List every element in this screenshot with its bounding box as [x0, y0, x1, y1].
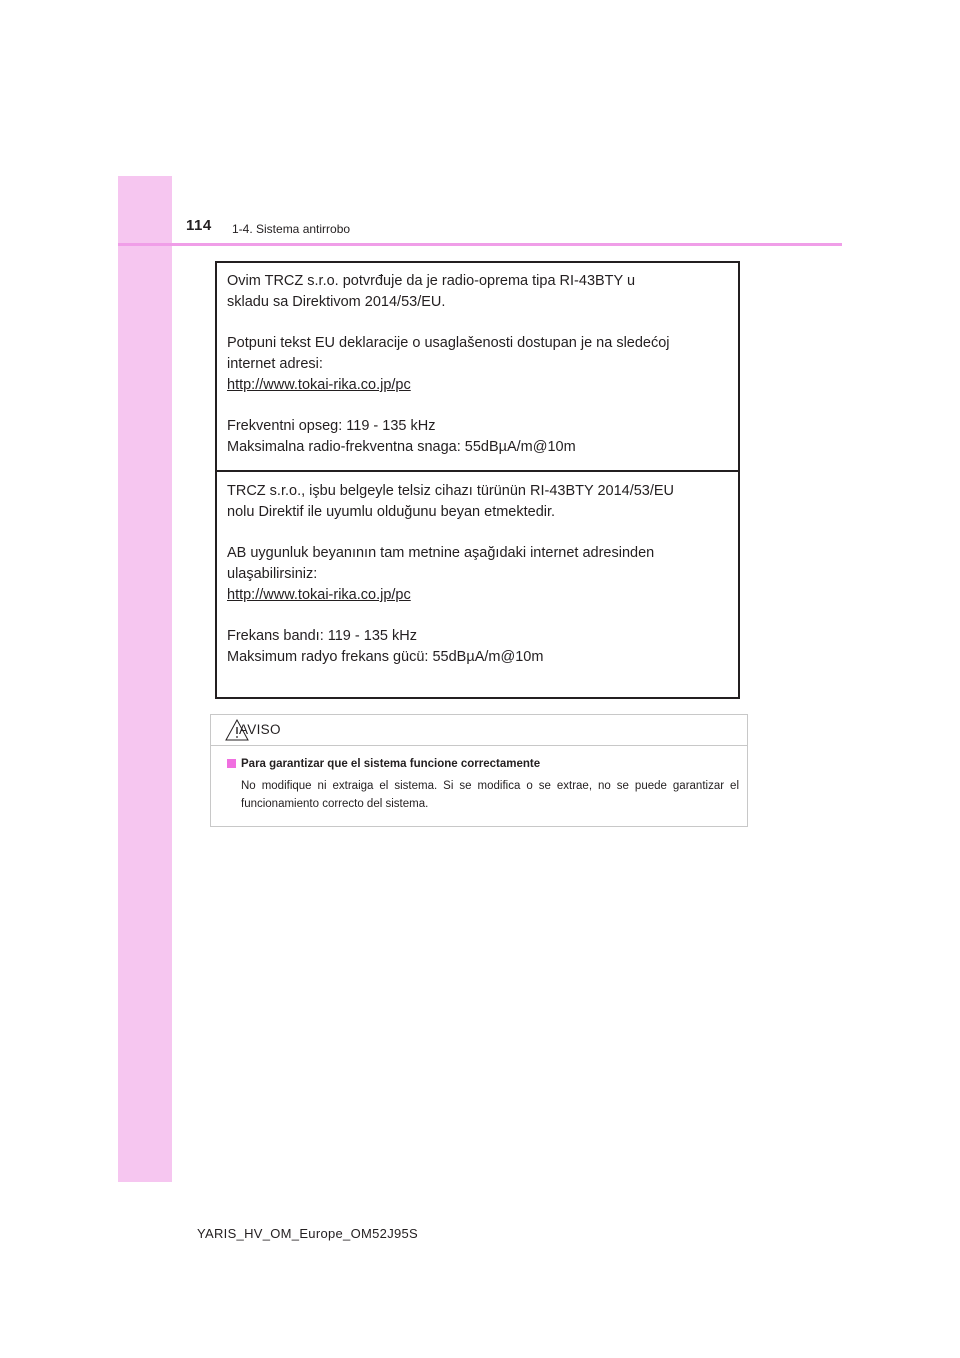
statement-line-2: skladu sa Direktivom 2014/53/EU. [227, 294, 446, 310]
statement [227, 481, 738, 523]
page-number: 114 [186, 217, 212, 234]
declaration-box [215, 261, 740, 699]
warning-item-title-text: Para garantizar que el sistema funcione correctamente [241, 758, 541, 770]
declaration-link[interactable]: http://www.tokai-rika.co.jp/pc [227, 377, 411, 393]
fulltext-line-2: ulaşabilirsiniz: [227, 566, 318, 582]
fulltext-line-1: Potpuni tekst EU deklaracije o usaglašenosti dostupan je na sledećoj [227, 335, 670, 351]
frequency-range: Frekans bandı: 119 - 135 kHz [227, 628, 417, 644]
statement-line-2: nolu Direktif ile uyumlu olduğunu beyan etmektedir. [227, 504, 556, 520]
warning-item-body: No modifique ni extraiga el sistema. Si se modifica o se extrae, no se puede garantizar el funcionamiento correcto del sistema. [241, 780, 739, 810]
fulltext-notice [227, 543, 738, 606]
warning-box [210, 714, 748, 827]
radio-specs [227, 626, 738, 668]
warning-title: AVISO [239, 722, 281, 737]
max-power: Maksimalna radio-frekventna snaga: 55dBµA/m@10m [227, 439, 576, 455]
declaration-croatian-serbian [217, 263, 738, 472]
footer-code: YARIS_HV_OM_Europe_OM52J95S [197, 1226, 419, 1241]
statement [227, 271, 738, 313]
radio-specs [227, 416, 738, 458]
fulltext-line-1: AB uygunluk beyanının tam metnine aşağıdaki internet adresinden [227, 545, 655, 561]
fulltext-notice [227, 333, 738, 396]
max-power: Maksimum radyo frekans gücü: 55dBµA/m@10m [227, 649, 544, 665]
header-rule [118, 243, 842, 246]
fulltext-line-2: internet adresi: [227, 356, 323, 372]
statement-line-1: Ovim TRCZ s.r.o. potvrđuje da je radio-oprema tipa RI-43BTY u [227, 273, 636, 289]
statement-line-1: TRCZ s.r.o., işbu belgeyle telsiz cihazı türünün RI-43BTY 2014/53/EU [227, 483, 675, 499]
section-title: 1-4. Sistema antirrobo [232, 222, 351, 236]
declaration-link[interactable]: http://www.tokai-rika.co.jp/pc [227, 587, 411, 603]
warning-item-title [227, 758, 540, 770]
declaration-turkish [217, 474, 738, 697]
frequency-range: Frekventni opseg: 119 - 135 kHz [227, 418, 436, 434]
bullet-square-icon [227, 759, 236, 768]
side-tab-strip [118, 176, 172, 1182]
warning-header [211, 715, 747, 746]
